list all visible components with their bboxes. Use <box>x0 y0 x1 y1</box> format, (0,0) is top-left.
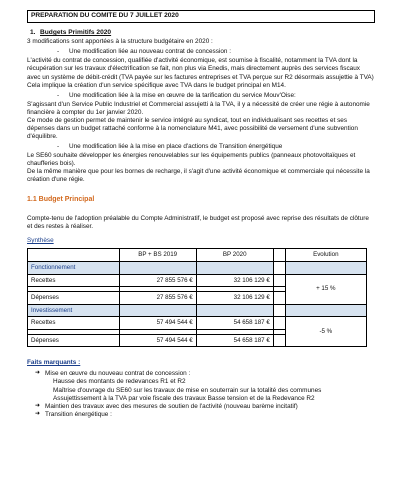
row-label: Recettes <box>28 317 120 330</box>
document-header <box>27 10 375 23</box>
value-2020: 54 658 187 € <box>196 317 273 330</box>
modification-2-title: Une modification liée à la mise en œuvre de la tarification du service Mouv'Oise: <box>69 91 296 99</box>
value-2020: 54 658 187 € <box>196 334 273 347</box>
subsection-title: 1.1 Budget Principal <box>27 196 95 204</box>
column-gap <box>273 262 285 275</box>
header-title: PREPARATION DU COMITE DU 7 JUILLET 2020 <box>31 12 179 20</box>
header-cell-empty <box>28 249 120 262</box>
modification-3-heading <box>27 143 375 151</box>
arrow-bullet-icon: ➜ <box>35 402 41 409</box>
modification-1-title: Une modification liée au nouveau contrat de concession : <box>69 48 231 56</box>
band-fill <box>285 262 366 275</box>
list-subitem: Assujettissement à la TVA par voie fiscale des travaux Basse tension et de la Redevance R2 <box>53 394 315 402</box>
band-fill <box>119 262 196 275</box>
band-fill <box>196 262 273 275</box>
evolution-fonctionnement: + 15 % <box>285 274 366 304</box>
arrow-bullet-icon: ➜ <box>35 410 41 417</box>
value-2019: 27 855 576 € <box>119 292 196 305</box>
value-2019: 27 855 576 € <box>119 274 196 287</box>
header-cell-2019: BP + BS 2019 <box>119 249 196 262</box>
modification-2-body: S'agissant d'un Service Public Industriel et Commercial assujetti à la TVA, il y a nécessité de créer une régie à autonomie financière à compter du 1er janvier 2020. <box>27 100 370 116</box>
list-subitem: Hausse des montants de redevances R1 et R2 <box>53 378 186 386</box>
section-title-text: Budgets Primitifs 2020 <box>40 29 112 36</box>
band-fill <box>285 304 366 317</box>
list-item <box>35 370 375 378</box>
list-item-text: Transition énergétique : <box>45 410 112 418</box>
modification-1-body2: Cela implique la création d'un service spécifique avec TVA dans le budget principal en M14. <box>27 81 286 89</box>
header-cell-2020: BP 2020 <box>196 249 273 262</box>
modification-3-title: Une modification liée à la mise en place d'actions de Transition énergétique <box>69 143 283 151</box>
row-label: Recettes <box>28 274 120 287</box>
list-subitem: Maîtrise d'ouvrage du SE60 sur les travaux de mise en souterrain sur la totalité des communes <box>53 386 322 394</box>
table-row <box>28 317 367 330</box>
section-band-investissement <box>28 304 367 317</box>
faits-marquants-heading: Faits marquants : <box>27 359 81 367</box>
section-intro: 3 modifications sont apportées à la structure budgétaire en 2020 : <box>27 38 213 46</box>
value-2019: 57 494 544 € <box>119 334 196 347</box>
section-title <box>30 29 375 37</box>
band-label: Investissement <box>28 304 120 317</box>
band-label: Fonctionnement <box>28 262 120 275</box>
column-gap <box>273 334 285 347</box>
dash-marker: - <box>57 143 60 151</box>
section-number: 1. <box>30 29 36 36</box>
modification-2-heading <box>27 92 375 100</box>
evolution-investissement: -5 % <box>285 317 366 347</box>
row-label: Dépenses <box>28 292 120 305</box>
value-2020: 32 106 129 € <box>196 274 273 287</box>
header-cell-evolution: Evolution <box>285 249 366 262</box>
list-item <box>35 403 375 411</box>
subsection-intro: Compte-tenu de l'adoption préalable du Compte Administratif, le budget est proposé avec reprise des résultats de clôture et des restes à réaliser. <box>27 215 369 231</box>
dash-marker: - <box>57 91 60 99</box>
arrow-bullet-icon: ➜ <box>35 370 41 377</box>
column-gap <box>273 292 285 305</box>
dash-marker: - <box>57 48 60 56</box>
section-band-fonctionnement <box>28 262 367 275</box>
value-2019: 57 494 544 € <box>119 317 196 330</box>
faits-marquants-list <box>27 370 375 418</box>
table-header-row <box>28 249 367 262</box>
list-item-text: Mise en œuvre du nouveau contrat de concession : <box>45 370 191 378</box>
modification-2-body2: Ce mode de gestion permet de maintenir le service intégré au syndicat, tout en individualisant ses recettes et ses dépenses dans un budget rattaché conforme à la nomenclature M41, avec possibilité de versement d'une subvention d'équilibre. <box>27 116 358 140</box>
list-item-text: Maintien des travaux avec des mesures de soutien de l'activité (nouveau barème incitatif) <box>45 402 298 410</box>
column-gap <box>273 249 285 262</box>
document-page <box>27 10 375 419</box>
budget-table <box>27 248 367 347</box>
modification-3-body: Le SE60 souhaite développer les énergies renouvelables sur les équipements publics (panneaux photovoltaïques et chaufferies bois). <box>27 152 356 168</box>
modification-1-body: L'activité du contrat de concession, qualifiée d'activité économique, est soumise à fiscalité, notamment la TVA dont la récupération sur les travaux d'électrification se fait, non plus via Enedis, mais directement auprès des services fiscaux avec un système de débit-crédit (TVA payée sur les factures entreprises et TVA perçue sur R2 désormais assujettie à TVA) <box>27 57 374 81</box>
row-label: Dépenses <box>28 334 120 347</box>
synthese-heading: Synthèse <box>27 237 54 245</box>
column-gap <box>273 274 285 287</box>
column-gap <box>273 317 285 330</box>
band-fill <box>196 304 273 317</box>
table-row <box>28 274 367 287</box>
modification-1-heading <box>27 48 375 56</box>
column-gap <box>273 304 285 317</box>
list-item <box>35 411 375 419</box>
band-fill <box>119 304 196 317</box>
value-2020: 32 106 129 € <box>196 292 273 305</box>
modification-3-body2: De la même manière que pour les bornes de recharge, il s'agit d'une activité économique et commerciale qui nécessite la création d'une régie. <box>27 168 370 184</box>
